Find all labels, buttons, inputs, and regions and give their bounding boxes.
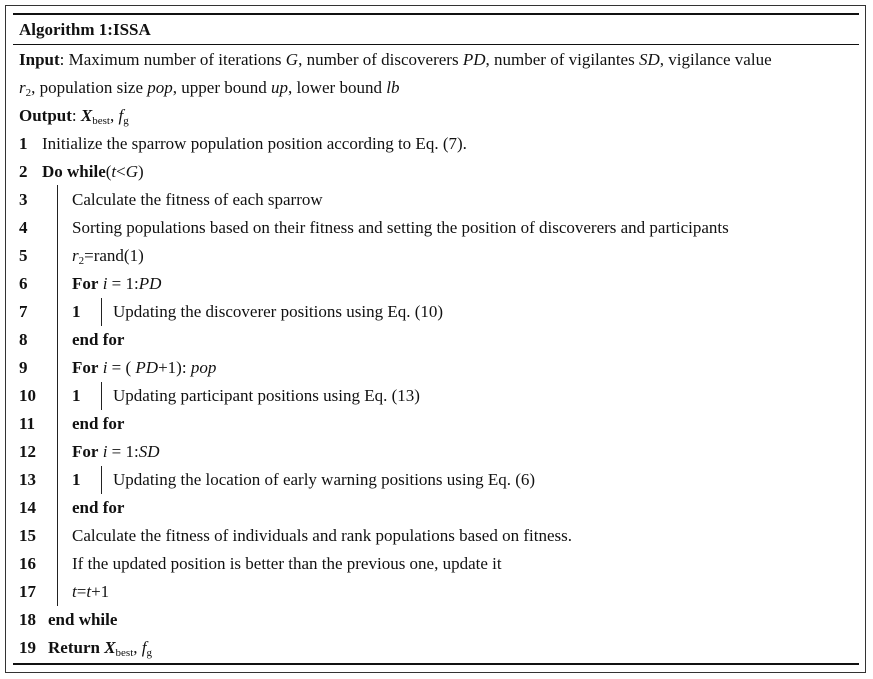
step-number: 13 <box>19 470 36 489</box>
step-number: 16 <box>19 554 36 573</box>
step-text: Updating participant positions using Eq. (13) <box>113 386 420 405</box>
algorithm-title: Algorithm 1:ISSA <box>19 20 151 39</box>
for-scope-line <box>101 382 102 410</box>
title-rule <box>13 44 859 45</box>
sub-step-number: 1 <box>72 470 81 489</box>
step-number: 12 <box>19 442 36 461</box>
top-rule <box>13 13 859 15</box>
step-number: 17 <box>19 582 36 601</box>
step-number: 7 <box>19 302 28 321</box>
step-text: Calculate the fitness of individuals and rank populations based on fitness. <box>72 526 572 545</box>
step-text: For i = 1:SD <box>72 442 160 461</box>
bottom-rule <box>13 663 859 665</box>
step-text: Initialize the sparrow population position according to Eq. (7). <box>42 134 467 153</box>
step-number: 9 <box>19 358 28 377</box>
step-number: 11 <box>19 414 36 433</box>
step-text: Calculate the fitness of each sparrow <box>72 190 323 209</box>
step-text: Updating the location of early warning positions using Eq. (6) <box>113 470 536 489</box>
step-number: 6 <box>19 274 28 293</box>
step-text: t=t+1 <box>72 582 110 601</box>
step-number: 5 <box>19 246 28 265</box>
step-text: For i = 1:PD <box>72 274 162 293</box>
input-line-1: Input: Maximum number of iterations G, number of discoverers PD, number of vigilantes SD, vigilance value <box>19 50 772 69</box>
step-text: Return $X_{best}$, $f_g$ <box>48 638 153 659</box>
step-number: 14 <box>19 498 36 517</box>
step-text: end for <box>72 498 125 517</box>
sub-step-number: 1 <box>72 302 81 321</box>
step-text: Sorting populations based on their fitness and setting the position of discoverers and participants <box>72 218 729 237</box>
step-number: 3 <box>19 190 28 209</box>
step-text: end for <box>72 330 125 349</box>
step-number: 19 <box>19 638 36 657</box>
step-text: $r_2=rand(1)$ <box>72 246 144 267</box>
do-while-scope-line <box>57 185 58 606</box>
step-number: 18 <box>19 610 36 629</box>
step-number: 4 <box>19 218 28 237</box>
step-number: 8 <box>19 330 28 349</box>
step-number: 2 <box>19 162 28 181</box>
step-text: end while <box>48 610 118 629</box>
output-line: Output: $X_{best}$, $f_g$ <box>19 106 129 127</box>
for-scope-line <box>101 298 102 326</box>
sub-step-number: 1 <box>72 386 81 405</box>
step-number: 10 <box>19 386 36 405</box>
step-text: If the updated position is better than the previous one, update it <box>72 554 502 573</box>
step-text: Do while(t<G) <box>42 162 144 181</box>
input-line-2: $r_2$, population size pop, upper bound up, lower bound lb <box>19 78 400 99</box>
step-text: Updating the discoverer positions using Eq. (10) <box>113 302 444 321</box>
step-text: For i = ( PD+1): pop <box>72 358 217 377</box>
step-number: 1 <box>19 134 28 153</box>
step-text: end for <box>72 414 125 433</box>
step-number: 15 <box>19 526 36 545</box>
for-scope-line <box>101 466 102 494</box>
